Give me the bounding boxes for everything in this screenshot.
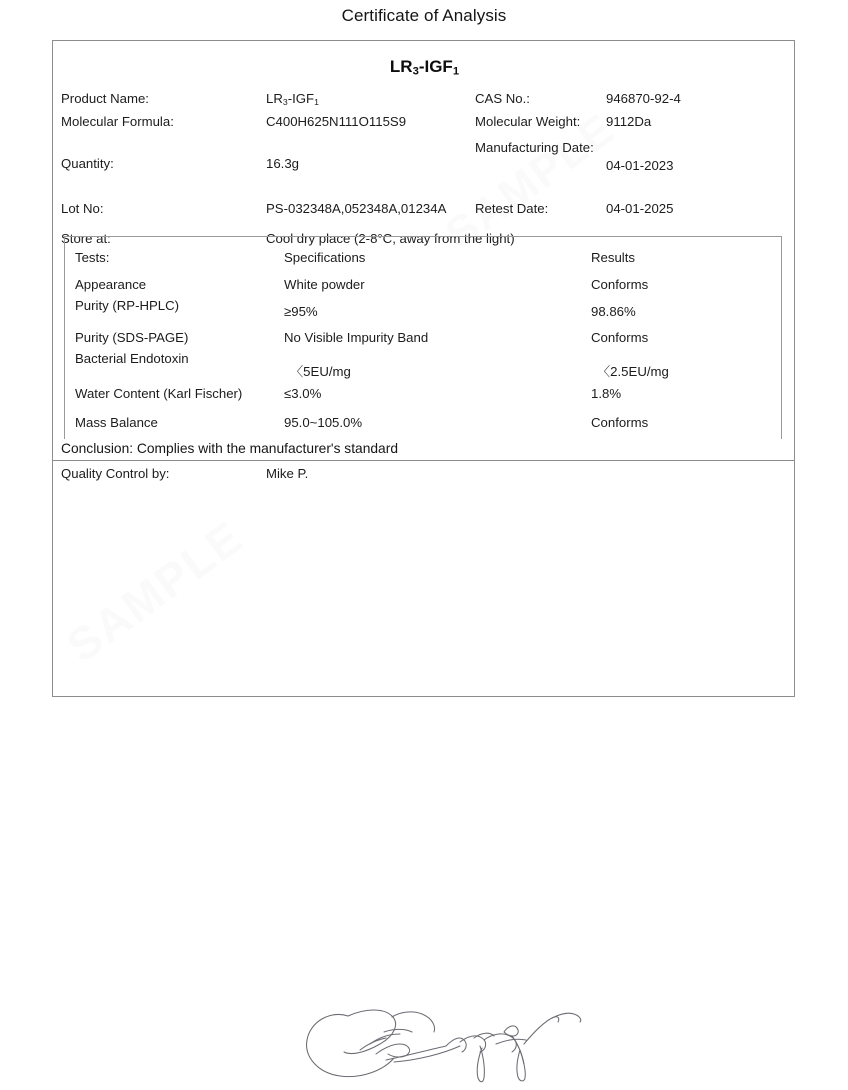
section-divider — [53, 460, 794, 461]
signature — [288, 988, 588, 1085]
molecular-weight-label: Molecular Weight: — [475, 114, 581, 129]
molecular-formula-label: Molecular Formula: — [61, 114, 174, 129]
quantity-label: Quantity: — [61, 156, 114, 171]
molecular-weight-value: 9112Da — [606, 114, 652, 129]
tests-header-label: Tests: — [75, 250, 110, 265]
manufacturing-date-label: Manufacturing Date: — [475, 140, 594, 155]
test-spec: ≥95% — [284, 304, 318, 319]
manufacturing-date-value: 04-01-2023 — [606, 158, 674, 173]
page-title: Certificate of Analysis — [341, 6, 507, 25]
cas-no-label: CAS No.: — [475, 91, 530, 106]
retest-date-value: 04-01-2025 — [606, 201, 674, 216]
test-name: Bacterial Endotoxin — [75, 351, 189, 366]
test-name: Appearance — [75, 277, 147, 292]
certificate-box — [52, 40, 795, 697]
product-heading-sub1: 3 — [412, 65, 419, 78]
test-result: 〈2.5EU/mg — [597, 364, 669, 379]
test-spec: ≤3.0% — [284, 386, 322, 401]
test-name: Purity (SDS-PAGE) — [75, 330, 189, 345]
test-result: Conforms — [591, 415, 649, 430]
product-name-label: Product Name: — [61, 91, 149, 106]
store-at-value: Cool dry place (2-8°C, away from the light) — [266, 231, 515, 246]
lot-no-label: Lot No: — [61, 201, 104, 216]
test-result: Conforms — [591, 277, 649, 292]
product-heading-sub2: 1 — [452, 65, 460, 78]
product-heading-middle: -IGF — [418, 57, 453, 76]
test-name: Water Content (Karl Fischer) — [75, 386, 243, 401]
test-spec: White powder — [284, 277, 365, 292]
quality-control-value: Mike P. — [266, 466, 309, 481]
test-result: Conforms — [591, 330, 649, 345]
product-name-value: $LR_3-IGF_1$ — [266, 91, 319, 107]
molecular-formula-value: C400H625N111O115S9 — [266, 114, 407, 129]
product-heading-prefix: LR — [389, 57, 413, 76]
quantity-value: 16.3g — [266, 156, 300, 171]
quality-control-label: Quality Control by: — [61, 466, 170, 481]
test-spec: No Visible Impurity Band — [284, 330, 429, 345]
specifications-header-label: Specifications — [284, 250, 366, 265]
test-result: 98.86% — [591, 304, 636, 319]
conclusion-text: Conclusion: Complies with the manufacturer's standard — [61, 441, 398, 456]
results-header-label: Results — [591, 250, 635, 265]
tests-table — [64, 236, 782, 439]
test-name: Purity (RP-HPLC) — [75, 298, 180, 313]
cas-no-value: 946870-92-4 — [606, 91, 681, 106]
lot-no-value: PS-032348A,052348A,01234A — [266, 201, 447, 216]
retest-date-label: Retest Date: — [475, 201, 549, 216]
test-spec: 95.0~105.0% — [284, 415, 363, 430]
test-spec: 〈5EU/mg — [290, 364, 351, 379]
test-name: Mass Balance — [75, 415, 158, 430]
product-heading — [53, 57, 796, 77]
test-result: 1.8% — [591, 386, 622, 401]
store-at-label: Store at: — [61, 231, 111, 246]
